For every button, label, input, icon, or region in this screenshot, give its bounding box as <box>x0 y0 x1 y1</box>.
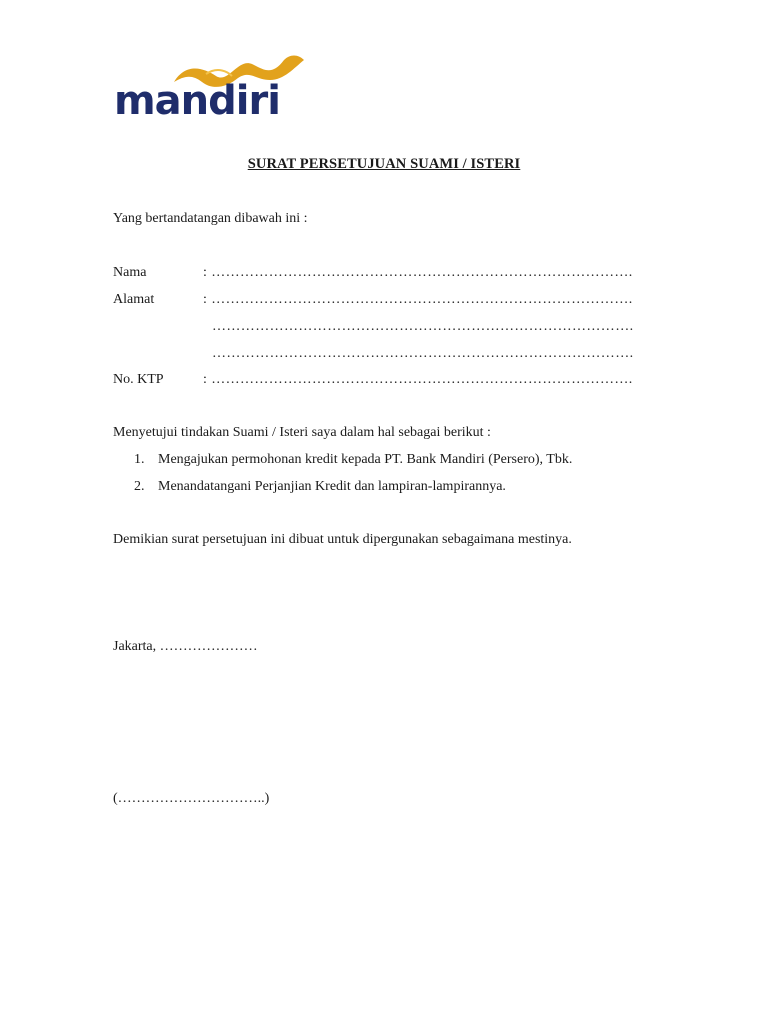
field-value-nama: : ……………………………………………………………………………. <box>203 265 633 280</box>
list-item-text: Mengajukan permohonan kredit kepada PT. Bank Mandiri (Persero), Tbk. <box>158 452 573 467</box>
list-item-text: Menandatangani Perjanjian Kredit dan lampiran-lampirannya. <box>158 479 506 494</box>
agreement-intro: Menyetujui tindakan Suami / Isteri saya dalam hal sebagai berikut : <box>113 425 491 440</box>
logo-wordmark: mandiri <box>114 78 280 122</box>
mandiri-logo <box>114 46 306 122</box>
field-label-alamat: Alamat <box>113 292 155 307</box>
document-title: SURAT PERSETUJUAN SUAMI / ISTERI <box>247 156 521 172</box>
closing-text: Demikian surat persetujuan ini dibuat untuk dipergunakan sebagaimana mestinya. <box>113 532 572 547</box>
field-value-alamat: : ……………………………………………………………………………. <box>203 292 633 307</box>
field-value-alamat-line-3: ……………………………………………………………………………. <box>212 346 634 361</box>
list-item-number: 1. <box>134 452 145 467</box>
field-value-ktp: : ……………………………………………………………………………. <box>203 372 633 387</box>
place-date: Jakarta, ………………… <box>113 639 258 654</box>
intro-text: Yang bertandatangan dibawah ini : <box>113 211 308 226</box>
list-item-number: 2. <box>134 479 145 494</box>
field-label-nama: Nama <box>113 265 147 280</box>
field-value-alamat-line-2: ……………………………………………………………………………. <box>212 319 634 334</box>
signature-line: (…………………………..) <box>113 791 270 806</box>
field-label-ktp: No. KTP <box>113 372 164 387</box>
